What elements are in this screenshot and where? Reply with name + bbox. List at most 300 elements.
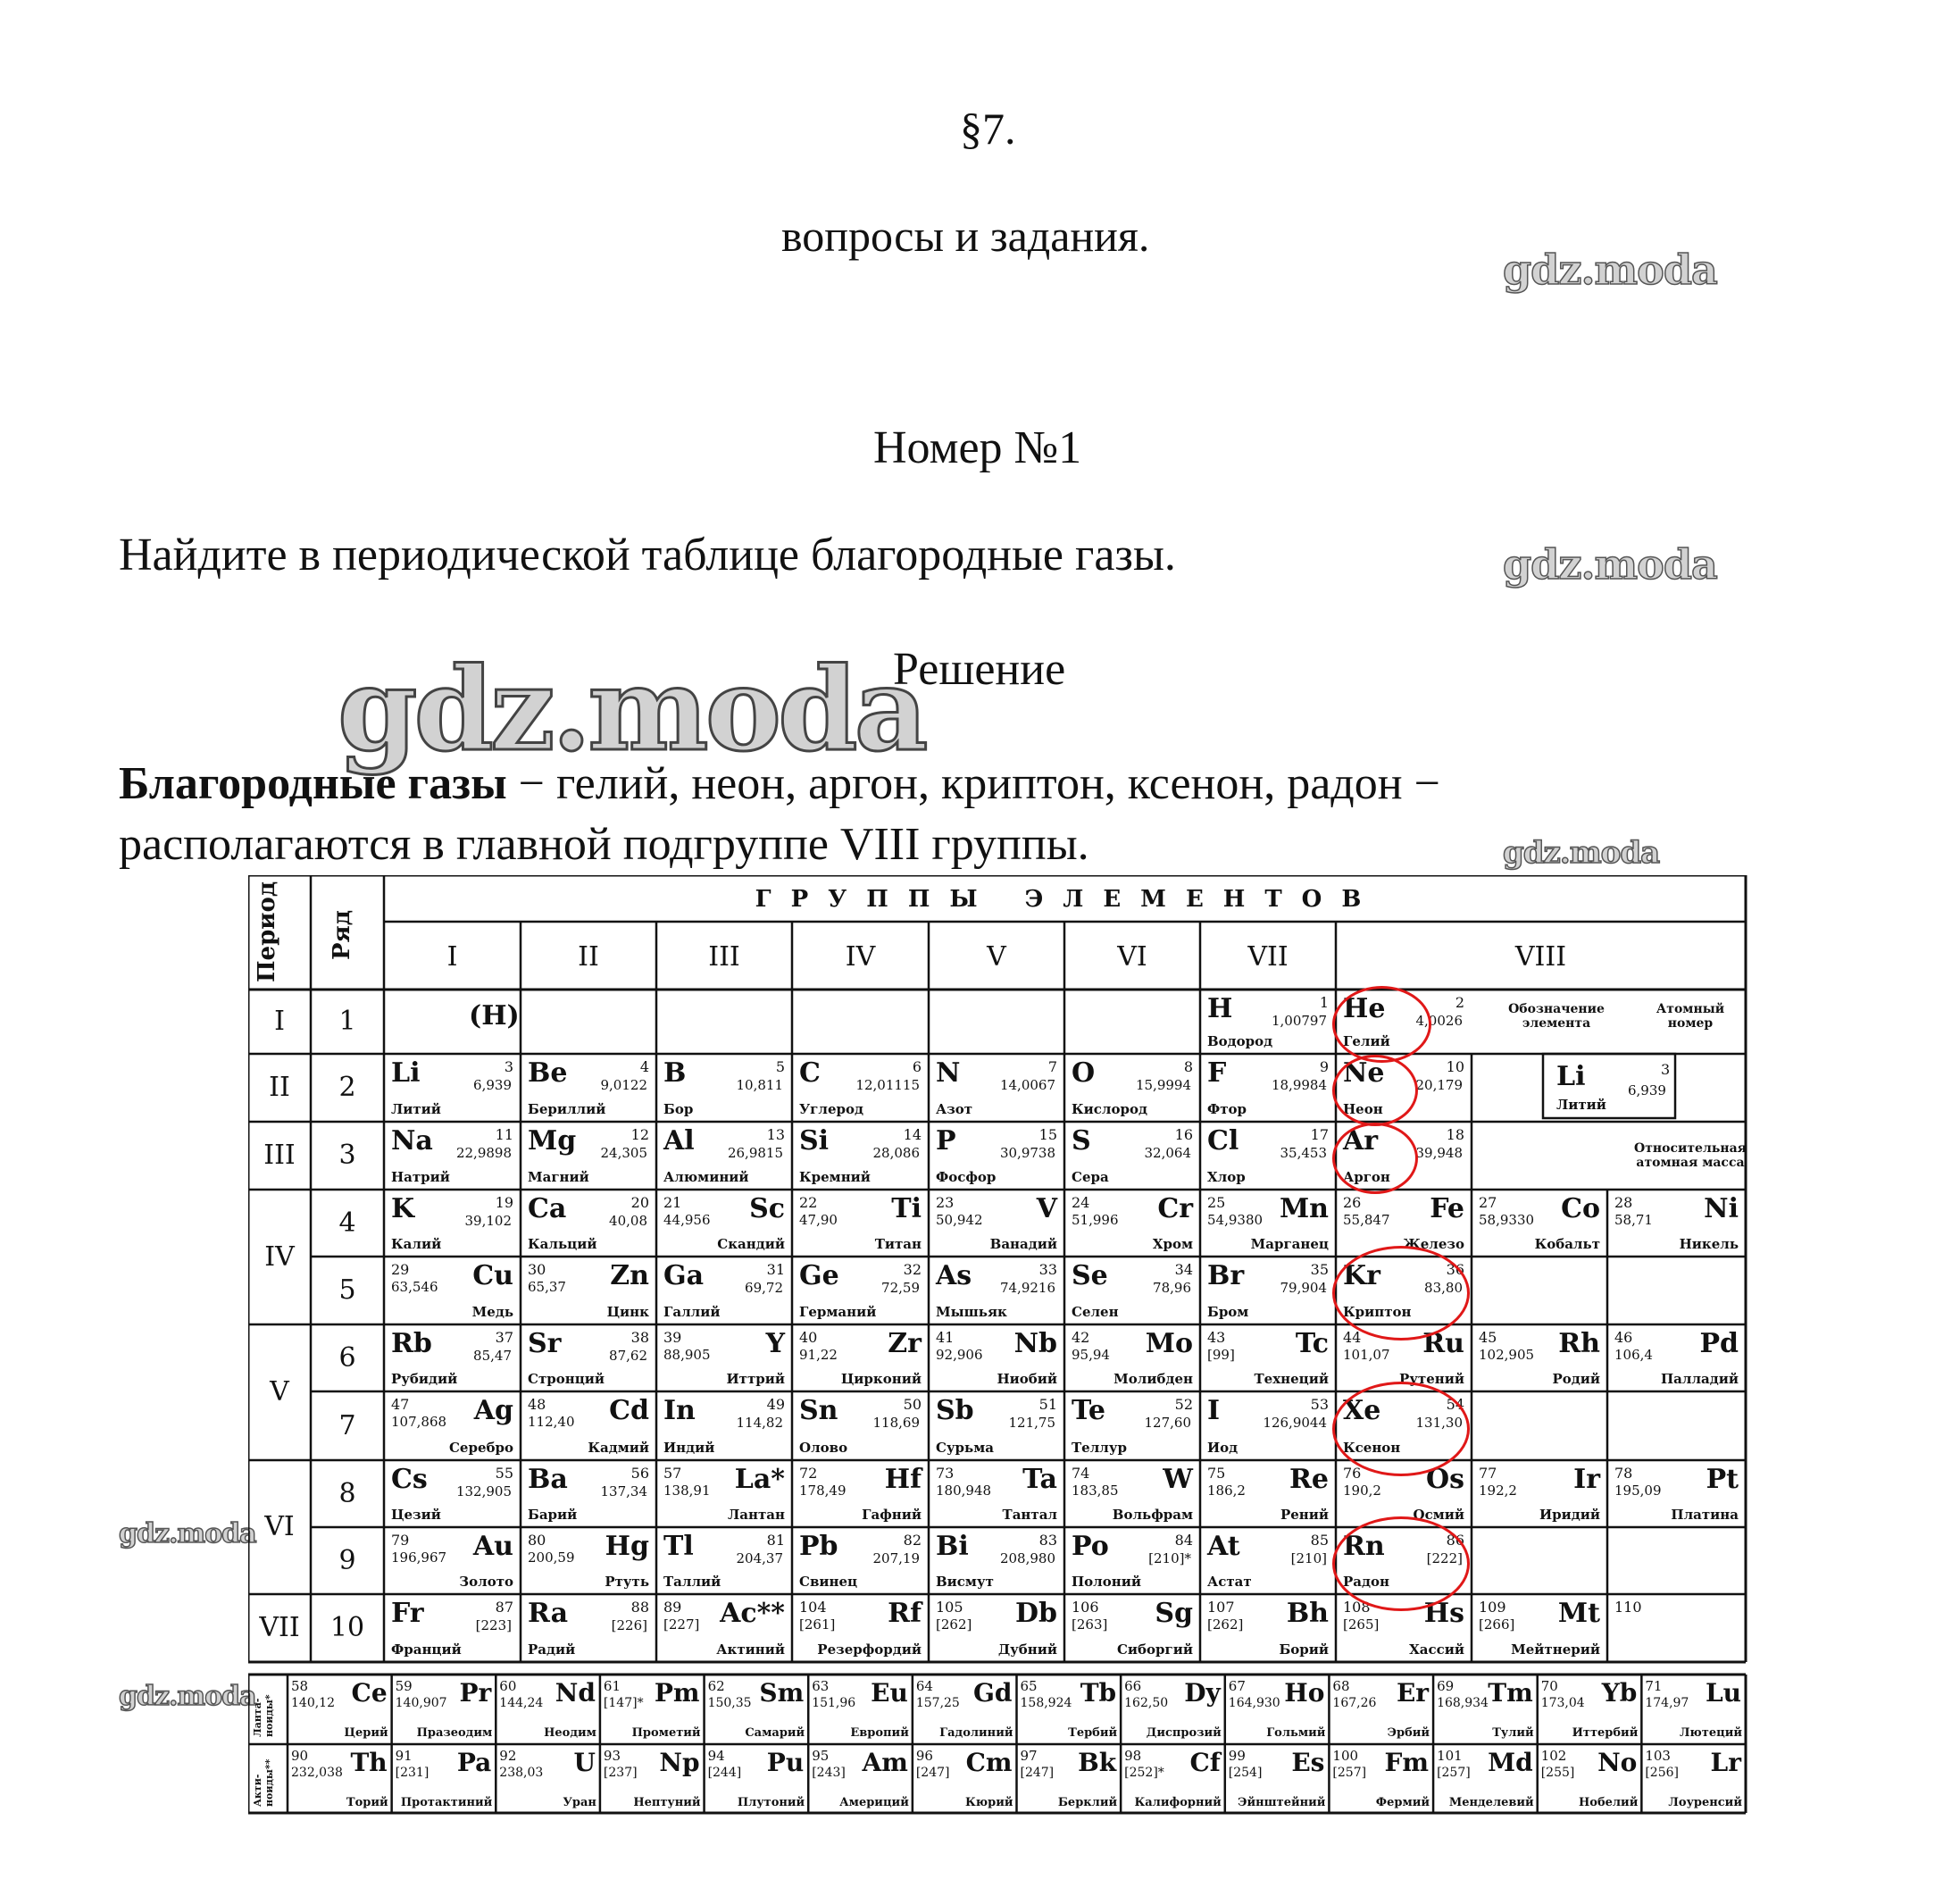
- atomic-mass: 39,948: [1415, 1145, 1463, 1161]
- element-symbol: Ta: [1022, 1464, 1057, 1495]
- element-name: Кальций: [528, 1236, 597, 1252]
- element-name: Гольмий: [1266, 1726, 1326, 1740]
- atomic-mass: 92,906: [936, 1347, 983, 1363]
- element-symbol: Zn: [610, 1260, 649, 1291]
- row-label-7: 7: [338, 1409, 356, 1441]
- atomic-number: 9: [1319, 1058, 1329, 1075]
- atomic-mass: 186,2: [1207, 1483, 1246, 1499]
- atomic-number: 61: [603, 1678, 621, 1694]
- element-symbol: In: [663, 1395, 696, 1426]
- atomic-number: 54: [1446, 1396, 1464, 1413]
- element-symbol: Sr: [528, 1328, 562, 1359]
- group-header-I: I: [446, 941, 458, 973]
- atomic-number: 105: [936, 1599, 963, 1616]
- atomic-number: 58: [291, 1678, 309, 1694]
- element-name: Ртуть: [605, 1574, 649, 1590]
- atomic-number: 21: [663, 1194, 682, 1211]
- element-symbol: Sc: [749, 1193, 785, 1224]
- element-name: Гафний: [862, 1507, 922, 1523]
- atomic-mass: 44,956: [663, 1212, 711, 1228]
- f-element-cell: [288, 1744, 392, 1813]
- atomic-mass: 85,47: [473, 1348, 512, 1364]
- element-name: Франций: [391, 1641, 462, 1658]
- atomic-number: 42: [1072, 1329, 1090, 1346]
- atomic-mass: [262]: [1207, 1616, 1244, 1633]
- element-symbol: Am: [862, 1748, 908, 1777]
- atomic-mass: 183,85: [1072, 1483, 1119, 1499]
- atomic-number: 96: [915, 1748, 933, 1764]
- atomic-mass: 39,102: [464, 1213, 512, 1229]
- atomic-number: 100: [1332, 1748, 1359, 1764]
- element-symbol: Cs: [391, 1464, 428, 1495]
- element-name: Азот: [936, 1101, 973, 1117]
- element-name: Кислород: [1072, 1101, 1147, 1117]
- element-cell: [521, 1527, 656, 1594]
- atomic-mass: 174,97: [1645, 1696, 1689, 1710]
- element-name: Титан: [874, 1236, 922, 1252]
- element-cell: [521, 1391, 656, 1460]
- element-symbol: Dy: [1184, 1678, 1221, 1708]
- atomic-mass: 65,37: [528, 1279, 566, 1295]
- element-name: Никель: [1679, 1236, 1739, 1252]
- atomic-mass: [231]: [395, 1766, 430, 1780]
- element-symbol: Ce: [351, 1678, 388, 1708]
- element-cell: [1200, 1122, 1336, 1190]
- element-cell: [1200, 990, 1336, 1054]
- element-symbol: Yb: [1601, 1678, 1638, 1708]
- element-cell: [1064, 1257, 1200, 1324]
- atomic-number: 66: [1124, 1678, 1142, 1694]
- element-cell: [792, 1190, 929, 1257]
- atomic-mass: [226]: [611, 1617, 647, 1633]
- element-cell: [656, 1527, 792, 1594]
- row-label-6: 6: [338, 1341, 356, 1374]
- element-symbol: Db: [1015, 1598, 1057, 1629]
- atomic-number: 83: [1038, 1532, 1057, 1549]
- lanthanides-label: Ланта- ноиды*: [252, 1694, 275, 1737]
- atomic-number: 102: [1540, 1748, 1567, 1764]
- element-cell: [929, 1054, 1064, 1122]
- atomic-mass: 47,90: [799, 1212, 838, 1228]
- atomic-number: 15: [1038, 1126, 1057, 1143]
- element-symbol: Ac**: [720, 1598, 785, 1629]
- atomic-mass: 112,40: [528, 1414, 575, 1430]
- atomic-mass: 18,9984: [1271, 1077, 1327, 1093]
- element-symbol: Ar: [1343, 1125, 1379, 1157]
- element-symbol: F: [1207, 1057, 1227, 1089]
- group-header-IV: IV: [845, 941, 876, 973]
- element-symbol: Be: [528, 1057, 568, 1089]
- watermark-logo-large: gdz.moda: [338, 643, 925, 777]
- row-label-5: 5: [338, 1274, 356, 1306]
- atomic-number: 79: [391, 1532, 410, 1549]
- element-name: Молибден: [1113, 1371, 1193, 1387]
- atomic-mass: 101,07: [1343, 1347, 1390, 1363]
- f-element-cell: [1329, 1744, 1433, 1813]
- element-name: Торий: [346, 1796, 388, 1809]
- paragraph-number: §7.: [960, 104, 1016, 154]
- element-symbol: Xe: [1343, 1395, 1381, 1426]
- element-name: Алюминий: [663, 1169, 749, 1185]
- atomic-number: 23: [936, 1194, 955, 1211]
- atomic-mass: [256]: [1645, 1766, 1679, 1780]
- f-element-cell: [496, 1675, 600, 1743]
- group-header-III: III: [708, 941, 740, 973]
- element-name: Галлий: [663, 1304, 721, 1320]
- element-cell: [1064, 1460, 1200, 1527]
- atomic-mass: 196,967: [391, 1549, 447, 1566]
- element-name: Хром: [1152, 1236, 1193, 1252]
- atomic-number: 4: [639, 1058, 649, 1075]
- element-name: Барий: [528, 1507, 578, 1523]
- element-name: Углерод: [799, 1101, 863, 1117]
- atomic-number: 2: [1455, 994, 1464, 1011]
- element-name: Эрбий: [1387, 1726, 1430, 1740]
- atomic-mass: 190,2: [1343, 1483, 1381, 1499]
- element-cell: [656, 1122, 792, 1190]
- atomic-number: 44: [1343, 1329, 1362, 1346]
- atomic-mass: 168,934: [1437, 1696, 1489, 1710]
- atomic-mass: 195,09: [1614, 1483, 1662, 1499]
- element-name: Натрий: [391, 1169, 450, 1185]
- atomic-mass: 114,82: [736, 1415, 783, 1431]
- element-name: Менделевий: [1448, 1796, 1534, 1809]
- element-name: Рутений: [1399, 1371, 1464, 1387]
- element-symbol: Cf: [1189, 1748, 1221, 1777]
- element-symbol: Md: [1488, 1748, 1533, 1777]
- atomic-number: 40: [799, 1329, 818, 1346]
- element-symbol: Au: [472, 1531, 513, 1562]
- element-symbol: Rb: [391, 1328, 432, 1359]
- element-name: Дубний: [997, 1641, 1057, 1658]
- element-symbol: Li: [391, 1057, 421, 1089]
- atomic-mass: [252]*: [1124, 1766, 1164, 1780]
- element-name: Нептуний: [633, 1796, 701, 1809]
- f-element-cell: [705, 1675, 809, 1743]
- element-cell: [384, 1257, 521, 1324]
- atomic-number: 27: [1479, 1194, 1497, 1211]
- atomic-mass: [244]: [707, 1766, 742, 1780]
- atomic-number: 78: [1614, 1465, 1633, 1482]
- element-name: Тулий: [1492, 1726, 1534, 1740]
- element-cell: [1472, 1190, 1607, 1257]
- element-name: Иод: [1207, 1440, 1239, 1456]
- row-label-2: 2: [338, 1072, 356, 1103]
- element-symbol: P: [936, 1125, 956, 1157]
- atomic-mass: 24,305: [600, 1145, 647, 1161]
- atomic-number: 75: [1207, 1465, 1226, 1482]
- atomic-number: 107: [1207, 1599, 1235, 1616]
- element-cell: [929, 1324, 1064, 1391]
- atomic-mass: 232,038: [291, 1766, 343, 1780]
- element-name: Ванадий: [989, 1236, 1057, 1252]
- element-name: Нобелий: [1578, 1796, 1639, 1809]
- atomic-mass: 208,980: [999, 1550, 1055, 1566]
- element-symbol: Mg: [528, 1125, 577, 1157]
- atomic-number: 98: [1124, 1748, 1142, 1764]
- atomic-mass: 167,26: [1332, 1696, 1377, 1710]
- element-symbol: Ru: [1422, 1328, 1464, 1359]
- f-element-cell: [913, 1744, 1017, 1813]
- element-name: Скандий: [717, 1236, 785, 1252]
- element-cell: [792, 1324, 929, 1391]
- element-symbol: Te: [1072, 1395, 1105, 1426]
- atomic-mass: 138,91: [663, 1483, 711, 1499]
- atomic-number: 46: [1614, 1329, 1633, 1346]
- element-symbol: As: [936, 1260, 972, 1291]
- element-cell: [929, 1257, 1064, 1324]
- element-symbol: Pa: [456, 1748, 492, 1777]
- atomic-mass: 151,96: [812, 1696, 856, 1710]
- watermark-logo: gdz.moda: [119, 1518, 256, 1549]
- element-name: Кадмий: [588, 1440, 649, 1456]
- element-symbol: Ni: [1704, 1193, 1739, 1224]
- atomic-number: 82: [903, 1532, 922, 1549]
- atomic-number: 53: [1310, 1396, 1329, 1413]
- atomic-mass: [210]: [1290, 1550, 1327, 1566]
- element-cell: [656, 1594, 792, 1662]
- element-symbol: Po: [1072, 1531, 1109, 1562]
- element-symbol: Sn: [799, 1395, 838, 1426]
- element-symbol: Ba: [528, 1464, 568, 1495]
- atomic-mass: 126,9044: [1263, 1415, 1327, 1431]
- f-element-cell: [1121, 1675, 1225, 1743]
- atomic-number: 56: [630, 1465, 649, 1482]
- f-element-cell: [1225, 1675, 1330, 1743]
- atomic-mass: 150,35: [707, 1696, 752, 1710]
- element-name: Висмут: [936, 1574, 994, 1590]
- atomic-number: 51: [1038, 1396, 1057, 1413]
- legend-name: Литий: [1556, 1097, 1606, 1113]
- element-symbol: Zr: [888, 1328, 922, 1359]
- atomic-number: 17: [1310, 1126, 1329, 1143]
- element-name: Криптон: [1343, 1304, 1412, 1320]
- noble-gas-circle: [1332, 1516, 1470, 1611]
- atomic-number: 76: [1343, 1465, 1362, 1482]
- atomic-number: 47: [391, 1396, 410, 1413]
- atomic-number: 108: [1343, 1599, 1371, 1616]
- element-name: Иттербий: [1572, 1726, 1639, 1740]
- period-label-IV: IV: [264, 1240, 295, 1273]
- element-symbol: V: [1036, 1193, 1057, 1224]
- hydrogen-group1-label: (H): [469, 1000, 520, 1032]
- element-symbol: Os: [1425, 1464, 1464, 1495]
- atomic-mass: 91,22: [799, 1347, 838, 1363]
- atomic-number: 30: [528, 1261, 546, 1278]
- atomic-number: 95: [812, 1748, 830, 1764]
- f-element-cell: [288, 1675, 392, 1743]
- element-cell: [656, 1054, 792, 1122]
- atomic-number: 33: [1038, 1261, 1057, 1278]
- atomic-mass: 30,9738: [999, 1145, 1055, 1161]
- element-cell: [1200, 1054, 1336, 1122]
- element-symbol: Np: [659, 1748, 700, 1777]
- element-name: Фтор: [1207, 1101, 1247, 1117]
- element-name: Лантан: [728, 1507, 785, 1523]
- atomic-mass: 204,37: [736, 1550, 783, 1566]
- element-name: Медь: [471, 1304, 513, 1320]
- element-cell: [521, 1054, 656, 1122]
- element-name: Водород: [1207, 1033, 1273, 1049]
- atomic-mass: 1,00797: [1271, 1013, 1327, 1029]
- atomic-number: 94: [707, 1748, 725, 1764]
- atomic-number: 57: [663, 1465, 682, 1482]
- element-cell: [1200, 1391, 1336, 1460]
- row-label-8: 8: [338, 1477, 356, 1509]
- element-name: Мейтнерий: [1511, 1641, 1600, 1658]
- element-symbol: Re: [1289, 1464, 1329, 1495]
- element-symbol: Ca: [528, 1193, 567, 1224]
- element-cell: [1607, 1594, 1746, 1662]
- row-label-10: 10: [329, 1612, 365, 1643]
- atomic-mass: 63,546: [391, 1279, 438, 1295]
- legend-mass: 6,939: [1628, 1082, 1666, 1098]
- element-name: Таллий: [663, 1574, 721, 1590]
- element-cell: [1472, 1460, 1607, 1527]
- atomic-mass: 173,04: [1540, 1696, 1585, 1710]
- element-cell: [1064, 1527, 1200, 1594]
- element-symbol: Ga: [663, 1260, 705, 1291]
- element-cell: [656, 1391, 792, 1460]
- element-cell: [656, 1257, 792, 1324]
- element-name: Магний: [528, 1169, 589, 1185]
- element-name: Хлор: [1207, 1169, 1246, 1185]
- element-name: Кюрий: [964, 1796, 1013, 1809]
- atomic-mass: 20,179: [1415, 1077, 1463, 1093]
- element-cell: [384, 1054, 521, 1122]
- atomic-mass: 51,996: [1072, 1212, 1119, 1228]
- f-element-cell: [600, 1744, 705, 1813]
- atomic-number: 32: [903, 1261, 922, 1278]
- atomic-mass: 14,0067: [999, 1077, 1055, 1093]
- f-element-cell: [392, 1675, 496, 1743]
- atomic-number: 104: [799, 1599, 827, 1616]
- element-name: Неодим: [544, 1726, 596, 1740]
- element-name: Плутоний: [737, 1796, 805, 1809]
- atomic-number: 62: [707, 1678, 725, 1694]
- atomic-number: 8: [1183, 1058, 1193, 1075]
- element-cell: [521, 1594, 656, 1662]
- atomic-number: 11: [495, 1126, 513, 1143]
- f-element-cell: [496, 1744, 600, 1813]
- atomic-number: 7: [1047, 1058, 1057, 1075]
- atomic-mass: [262]: [936, 1616, 972, 1633]
- atomic-mass: 162,50: [1124, 1696, 1169, 1710]
- element-name: Радий: [528, 1641, 576, 1658]
- atomic-number: 71: [1645, 1678, 1663, 1694]
- section-title: вопросы и задания.: [781, 211, 1150, 261]
- element-name: Бериллий: [528, 1101, 606, 1117]
- atomic-mass: 180,948: [936, 1483, 992, 1499]
- element-symbol: Si: [799, 1125, 830, 1157]
- answer-bold-term: Благородные газы: [119, 758, 507, 809]
- atomic-mass: 32,064: [1144, 1145, 1191, 1161]
- atomic-mass: 4,0026: [1415, 1013, 1463, 1029]
- f-element-cell: [1433, 1675, 1538, 1743]
- atomic-number: 69: [1437, 1678, 1455, 1694]
- element-symbol: Sm: [759, 1678, 805, 1708]
- atomic-number: 73: [936, 1465, 955, 1482]
- element-symbol: Tc: [1295, 1328, 1329, 1359]
- atomic-number: 70: [1540, 1678, 1558, 1694]
- group-header-VI: VI: [1117, 941, 1147, 973]
- element-name: Диспрозий: [1146, 1726, 1222, 1740]
- element-cell: [384, 1391, 521, 1460]
- actinides-label: Акти- ноиды**: [252, 1758, 275, 1807]
- atomic-number: 37: [495, 1329, 513, 1346]
- atomic-number: 5: [775, 1058, 785, 1075]
- atomic-number: 49: [766, 1396, 785, 1413]
- element-name: Фосфор: [936, 1169, 997, 1185]
- element-cell: [384, 1527, 521, 1594]
- atomic-mass: 192,2: [1479, 1483, 1517, 1499]
- element-name: Марганец: [1250, 1236, 1329, 1252]
- atomic-mass: [99]: [1207, 1347, 1235, 1363]
- atomic-mass: 58,71: [1614, 1212, 1653, 1228]
- f-element-cell: [913, 1675, 1017, 1743]
- element-cell: [1607, 1460, 1746, 1527]
- atomic-mass: 118,69: [872, 1415, 920, 1431]
- element-name: Полоний: [1072, 1574, 1141, 1590]
- element-name: Гадолиний: [939, 1726, 1013, 1740]
- f-element-cell: [600, 1675, 705, 1743]
- atomic-mass: [257]: [1437, 1766, 1471, 1780]
- atomic-number: 29: [391, 1261, 410, 1278]
- element-symbol: Rf: [888, 1598, 922, 1629]
- f-element-cell: [1121, 1744, 1225, 1813]
- element-name: Кобальт: [1534, 1236, 1600, 1252]
- element-symbol: Bk: [1078, 1748, 1117, 1777]
- atomic-number: 43: [1207, 1329, 1226, 1346]
- element-cell: [384, 1190, 521, 1257]
- element-name: Железо: [1403, 1236, 1464, 1252]
- element-cell: [1064, 1594, 1200, 1662]
- atomic-mass: [227]: [663, 1616, 700, 1633]
- element-cell: [521, 1460, 656, 1527]
- element-cell: [929, 1190, 1064, 1257]
- row-label-3: 3: [338, 1140, 356, 1171]
- atomic-mass: 132,905: [455, 1483, 512, 1499]
- element-cell: [656, 1190, 792, 1257]
- noble-gas-circle: [1332, 1123, 1418, 1194]
- element-symbol: Mt: [1557, 1598, 1600, 1629]
- element-name: Фермий: [1375, 1796, 1430, 1809]
- element-symbol: Cu: [472, 1260, 513, 1291]
- element-symbol: B: [663, 1057, 687, 1089]
- element-cell: [929, 1594, 1064, 1662]
- element-name: Тербий: [1068, 1726, 1118, 1740]
- atomic-mass: [147]*: [603, 1696, 644, 1710]
- element-name: Цинк: [606, 1304, 649, 1320]
- atomic-number: 63: [812, 1678, 830, 1694]
- element-symbol: Er: [1396, 1678, 1430, 1708]
- atomic-number: 74: [1072, 1465, 1090, 1482]
- element-name: Рубидий: [391, 1371, 458, 1387]
- f-element-cell: [1225, 1744, 1330, 1813]
- element-symbol: Fe: [1430, 1193, 1464, 1224]
- atomic-number: 36: [1446, 1261, 1464, 1278]
- group-header-VII: VII: [1247, 941, 1289, 973]
- groups-title: ГРУППЫ ЭЛЕМЕНТОВ: [755, 886, 1381, 913]
- atomic-number: 45: [1479, 1329, 1497, 1346]
- element-name: Неон: [1343, 1101, 1383, 1117]
- element-cell: [792, 1257, 929, 1324]
- element-name: Индий: [663, 1440, 715, 1456]
- element-name: Бром: [1207, 1304, 1249, 1320]
- element-cell: [792, 1460, 929, 1527]
- atomic-number: 84: [1174, 1532, 1193, 1549]
- atomic-number: 52: [1174, 1396, 1193, 1413]
